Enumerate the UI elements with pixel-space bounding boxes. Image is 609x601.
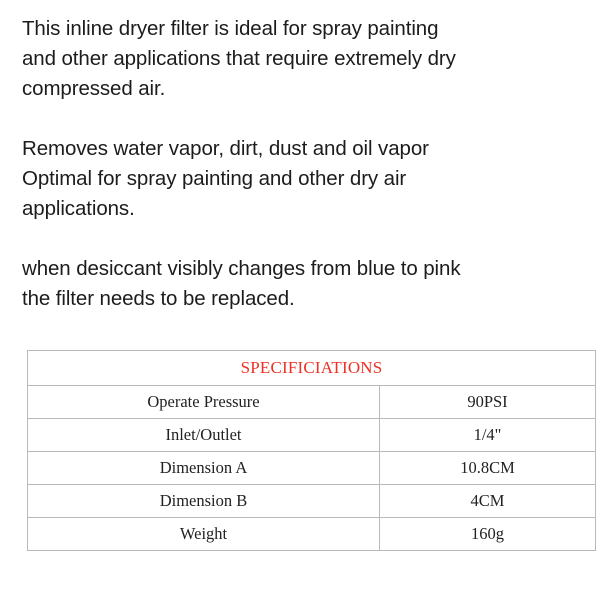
- features-paragraph: [22, 134, 587, 224]
- replacement-paragraph: [22, 254, 587, 314]
- paragraph-line: compressed air.: [22, 77, 166, 100]
- spec-label: Operate Pressure: [28, 386, 380, 419]
- table-row: [28, 485, 596, 518]
- specifications-title: SPECIFICIATIONS: [28, 351, 596, 386]
- table-row: [28, 518, 596, 551]
- specifications-section: [22, 350, 587, 551]
- spec-label: Dimension B: [28, 485, 380, 518]
- paragraph-line: when desiccant visibly changes from blue to pink: [22, 257, 461, 280]
- table-row: [28, 386, 596, 419]
- paragraph-line: Optimal for spray painting and other dry air: [22, 167, 407, 190]
- paragraph-line: Removes water vapor, dirt, dust and oil vapor: [22, 137, 429, 160]
- paragraph-line: applications.: [22, 197, 135, 220]
- spec-value: 4CM: [380, 485, 596, 518]
- spec-value: 10.8CM: [380, 452, 596, 485]
- spec-label: Dimension A: [28, 452, 380, 485]
- spec-value: 90PSI: [380, 386, 596, 419]
- specifications-table: [27, 350, 596, 551]
- table-row: [28, 419, 596, 452]
- intro-paragraph: [22, 14, 587, 104]
- spec-value: 160g: [380, 518, 596, 551]
- paragraph-line: This inline dryer filter is ideal for spray painting: [22, 17, 439, 40]
- table-row: [28, 452, 596, 485]
- paragraph-line: the filter needs to be replaced.: [22, 287, 295, 310]
- paragraph-line: and other applications that require extremely dry: [22, 47, 456, 70]
- spec-label: Weight: [28, 518, 380, 551]
- spec-value: 1/4": [380, 419, 596, 452]
- table-row: [28, 351, 596, 386]
- spec-label: Inlet/Outlet: [28, 419, 380, 452]
